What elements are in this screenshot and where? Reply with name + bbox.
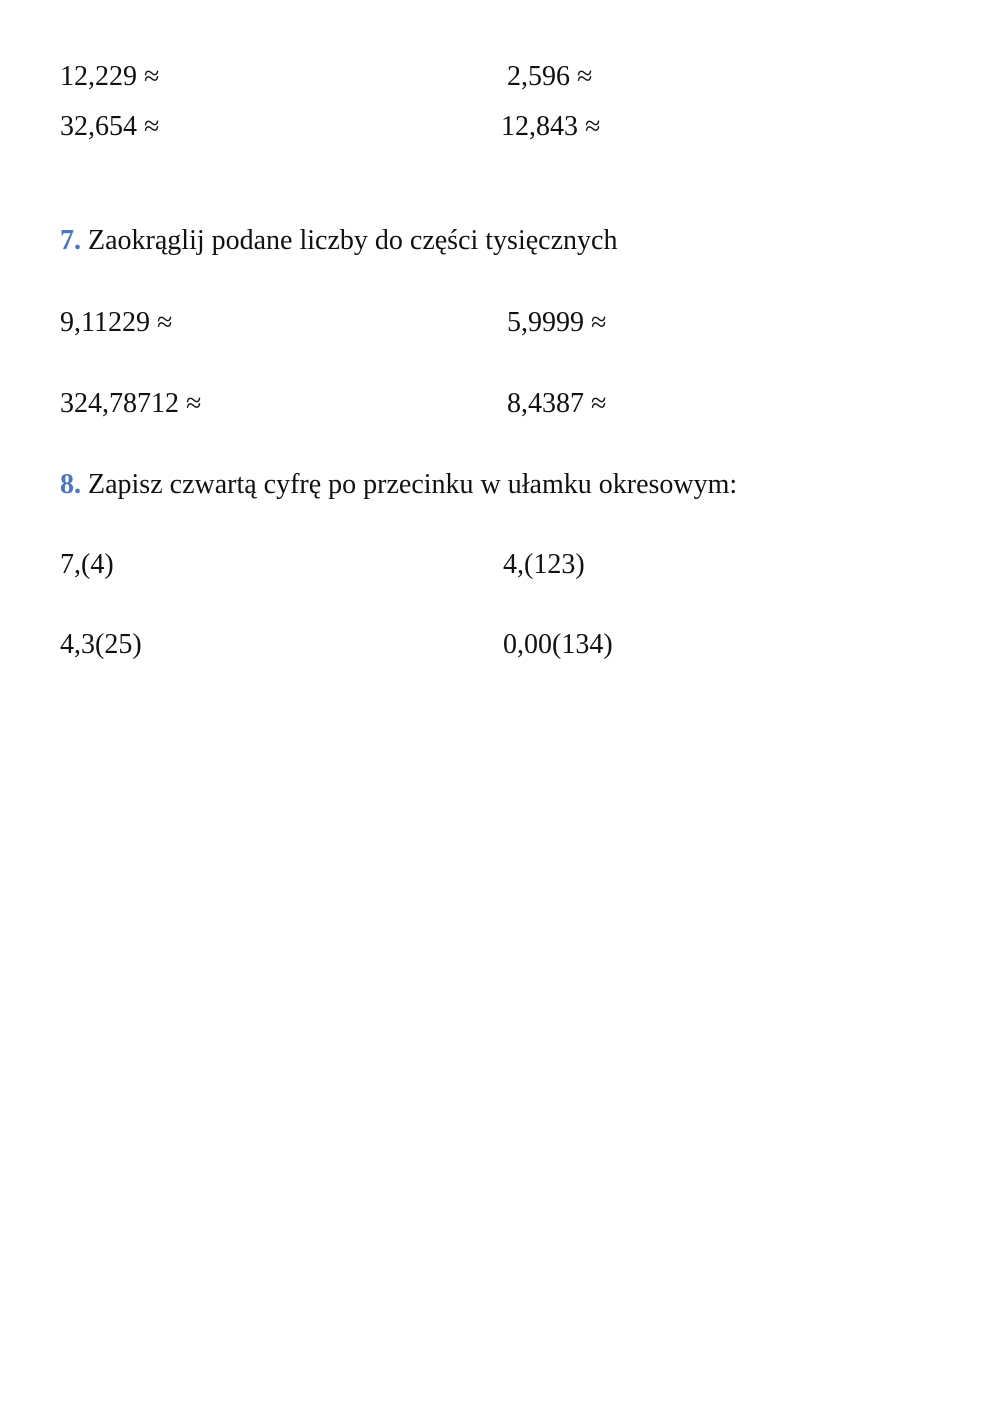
expr-top-r1-right: 2,596 ≈ — [507, 61, 593, 92]
task-8-r2-right: 0,00(134) — [503, 629, 613, 660]
task-8-r1-left: 7,(4) — [60, 549, 114, 580]
task-7-r1-right: 5,9999 ≈ — [507, 307, 607, 338]
task-7-heading — [60, 227, 617, 255]
task-7-instruction: Zaokrąglij podane liczby do części tysięcznych — [88, 225, 618, 256]
task-8-number: 8. — [60, 469, 81, 500]
expr-top-r2-left: 32,654 ≈ — [60, 111, 160, 142]
task-8-heading — [60, 471, 737, 499]
task-7-r1-left: 9,11229 ≈ — [60, 307, 173, 338]
task-8-instruction: Zapisz czwartą cyfrę po przecinku w ułamku okresowym: — [88, 469, 738, 500]
task-8-r1-right: 4,(123) — [503, 549, 585, 580]
expr-top-r2-right: 12,843 ≈ — [501, 111, 601, 142]
task-7-r2-right: 8,4387 ≈ — [507, 388, 607, 419]
task-8-r2-left: 4,3(25) — [60, 629, 142, 660]
task-7-number: 7. — [60, 225, 81, 256]
expr-top-r1-left: 12,229 ≈ — [60, 61, 160, 92]
task-7-r2-left: 324,78712 ≈ — [60, 388, 202, 419]
